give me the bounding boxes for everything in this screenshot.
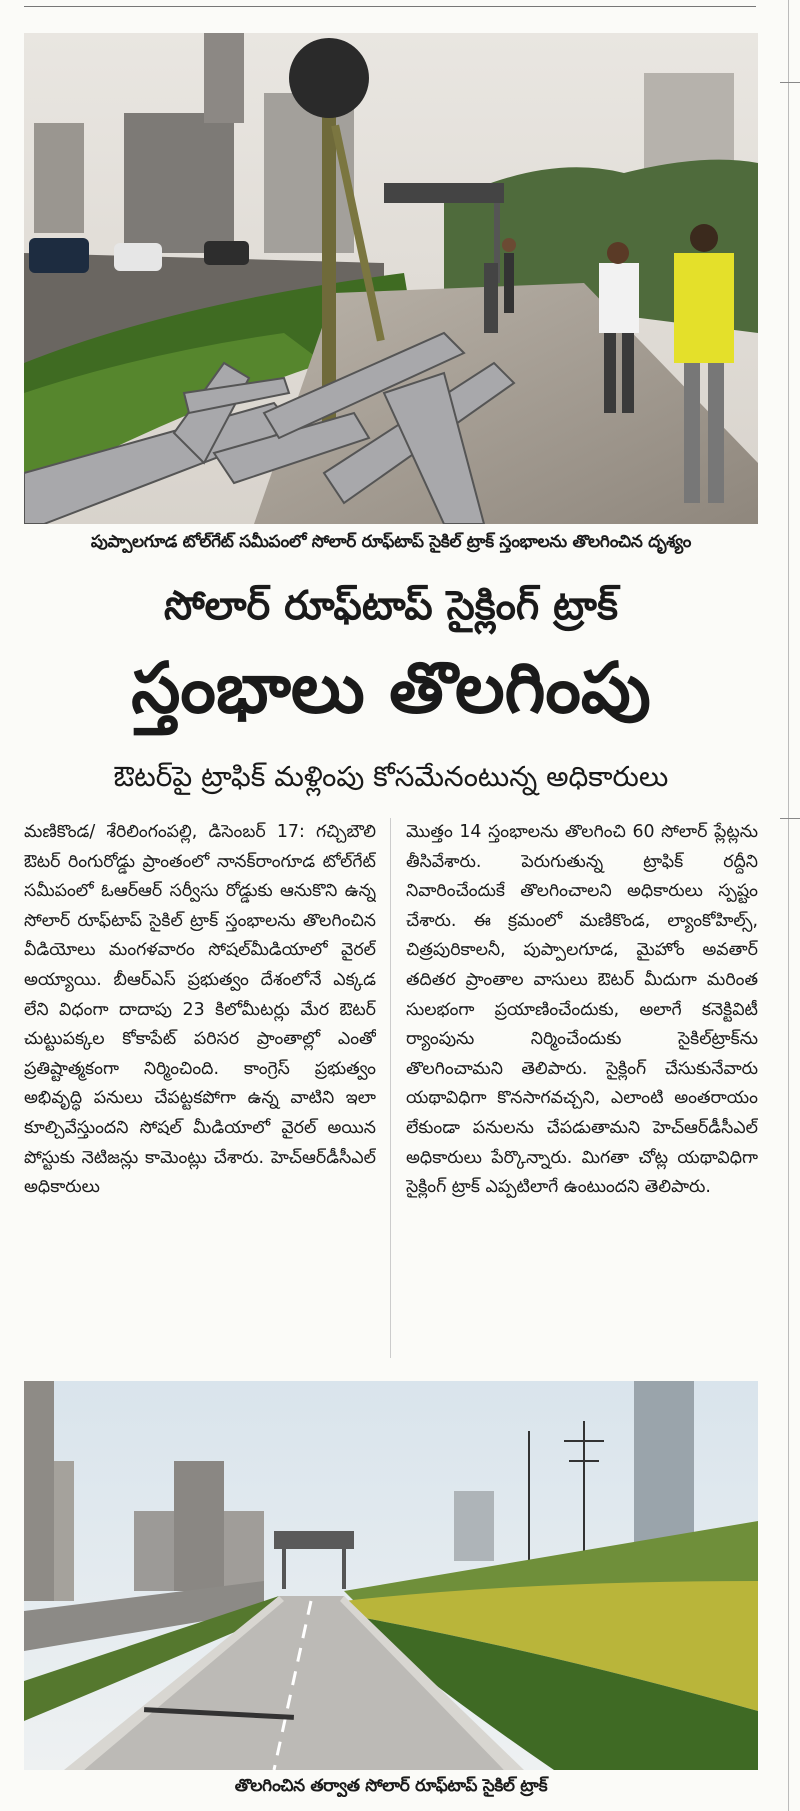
column-divider-right xyxy=(788,0,789,1811)
headline-line-2: స్తంభాలు తొలగింపు xyxy=(131,647,651,729)
photo-track-after-removal xyxy=(24,1381,758,1770)
column-divider xyxy=(390,818,391,1358)
photo-dismantled-track xyxy=(24,33,758,524)
article-column-2: మొత్తం 14 స్తంభాలను తొలగించి 60 సోలార్‌ ప్లేట్లను తీసివేశారు. పెరుగుతున్న ట్రాఫిక్‌ రద్దీని నివారించేందుకే తొలగించాలని అధికారులు స్పష్టం చేశారు. ఈ క్రమంలో మణికొండ, ల్యాంకోహిల్స్‌, చిత్రపురికాలనీ, పుప్పాలగూడ, మైహోం అవతార్‌ తదితర ప్రాంతాల వాసులు ఔటర్‌ మీదుగా మరింత సులభంగా ప్రయాణించేందుకు, అలాగే కనెక్టివిటీ ర్యాంపును నిర్మించేందుకు సైకిల్‌ట్రాక్‌ను తొలగించామని తెలిపారు. సైక్లింగ్‌ చేసుకునేవారు యథావిధిగా కొనసాగవచ్చని, ఎలాంటి అంతరాయం లేకుండా పనులను చేపడుతామని హెచ్‌ఆర్‌డీసీఎల్‌ అధికారులు పేర్కొన్నారు. మిగతా చోట్ల యథావిధిగా సైక్లింగ్‌ ట్రాక్‌ ఎప్పటిలాగే ఉంటుందని తెలిపారు. xyxy=(406,822,758,1198)
photo-caption-top: పుప్పాలగూడ టోల్‌గేట్‌ సమీపంలో సోలార్‌ రూఫ్‌టాప్‌ సైకిల్‌ ట్రాక్‌ స్తంభాలను తొలగించిన దృశ్యం xyxy=(90,532,692,552)
article-column-1: మణికొండ/ శేరిలింగంపల్లి, డిసెంబర్‌ 17: గచ్చిబౌలి ఔటర్‌ రింగురోడ్డు ప్రాంతంలో నానక్‌రాంగూడ టోల్‌గేట్‌ సమీపంలో ఓఆర్‌ఆర్‌ సర్వీసు రోడ్డుకు ఆనుకొని ఉన్న సోలార్‌ రూఫ్‌టాప్‌ సైకిల్‌ ట్రాక్‌ స్తంభాలను తొలగించిన వీడియోలు మంగళవారం సోషల్‌మీడియాలో వైరల్‌ అయ్యాయి. బీఆర్‌ఎస్‌ ప్రభుత్వం దేశంలోనే ఎక్కడ లేని విధంగా దాదాపు 23 కిలోమీటర్లు మేర ఔటర్‌ చుట్టుపక్కల కోకాపేట్‌ పరిసర ప్రాంతాల్లో ఎంతో ప్రతిష్టాత్మకంగా నిర్మించింది. కాంగ్రెస్‌ ప్రభుత్వం అభివృద్ధి పనులు చేపట్టకపోగా ఉన్న వాటిని ఇలా కూల్చివేస్తుందని సోషల్‌ మీడియాలో వైరల్‌ అయిన పోస్టుకు నెటిజన్లు కామెంట్లు చేశారు. హెచ్‌ఆర్‌డీసీఎల్‌ అధికారులు xyxy=(24,822,376,1198)
photo-caption-bottom: తొలగించిన తర్వాత సోలార్‌ రూఫ్‌టాప్‌ సైకిల్‌ ట్రాక్‌ xyxy=(234,1776,548,1796)
subheadline: ఔటర్‌పై ట్రాఫిక్‌ మళ్లింపు కోసమేనంటున్న అధికారులు xyxy=(113,760,669,793)
headline-line-1: సోలార్‌ రూఫ్‌టాప్‌ సైక్లింగ్‌ ట్రాక్‌ xyxy=(163,583,619,629)
margin-tick xyxy=(780,82,800,83)
top-rule xyxy=(24,6,756,7)
margin-tick xyxy=(780,818,800,819)
